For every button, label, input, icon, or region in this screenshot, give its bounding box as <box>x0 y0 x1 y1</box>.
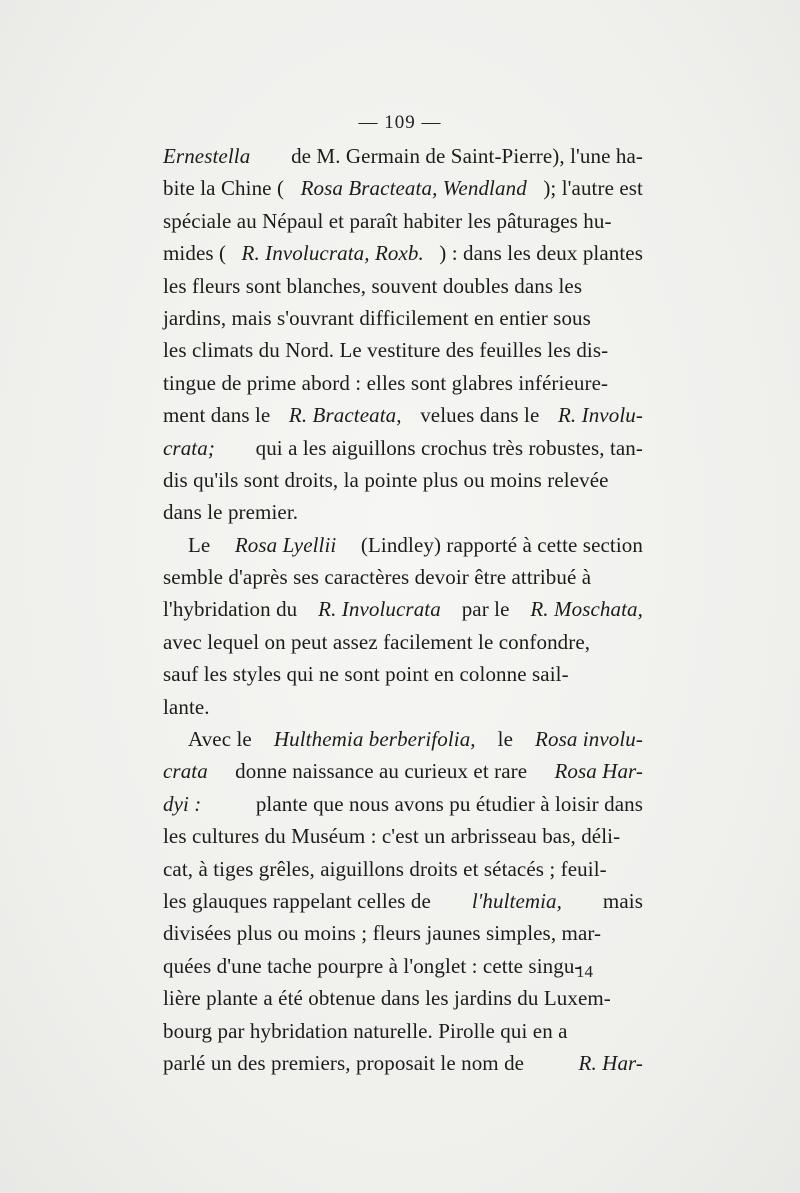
signature-mark: 14 <box>576 962 593 981</box>
text-line <box>163 853 643 885</box>
text-line <box>163 593 643 625</box>
italic-text: Rosa Bracteata, Wendland <box>300 176 527 201</box>
text-segment: semble d'après ses caractères devoir être attribué à <box>163 565 592 590</box>
text-segment: Avec le <box>188 727 252 752</box>
text-line <box>163 496 643 528</box>
text-segment: lière plante a été obtenue dans les jardins du Luxem- <box>163 986 611 1011</box>
text-segment: ment dans le <box>163 403 271 428</box>
text-line <box>163 464 643 496</box>
italic-text: crata; <box>163 435 215 460</box>
text-line <box>163 140 643 172</box>
text-line <box>163 367 643 399</box>
page-number: — 109 — <box>358 112 442 133</box>
text-segment: les glauques rappelant celles de <box>163 888 431 913</box>
text-segment: divisées plus ou moins ; fleurs jaunes simples, mar- <box>163 921 602 946</box>
italic-text: Hulthemia berberifolia, <box>273 727 476 752</box>
italic-text: l'hultemia, <box>471 888 563 913</box>
text-segment: bourg par hybridation naturelle. Pirolle qui en a <box>163 1018 568 1043</box>
italic-text: Ernestella <box>163 144 251 168</box>
text-segment: velues dans le <box>420 403 540 428</box>
text-segment: les climats du Nord. Le vestiture des feuilles les dis- <box>163 338 609 363</box>
text-segment: de M. Germain de Saint-Pierre), l'une ha- <box>291 144 643 168</box>
text-segment: les fleurs sont blanches, souvent doubles dans les <box>163 273 583 298</box>
text-line <box>163 950 643 982</box>
text-line <box>163 561 643 593</box>
text-segment: plante que nous avons pu étudier à loisir dans <box>255 791 643 816</box>
italic-text: R. Involucrata <box>318 597 441 622</box>
text-segment: cat, à tiges grêles, aiguillons droits et sétacés ; feuil- <box>163 856 607 881</box>
text-line <box>163 982 643 1014</box>
text-line <box>163 723 643 755</box>
text-line <box>163 820 643 852</box>
text-segment: mides ( <box>163 241 227 266</box>
text-segment: dans le premier. <box>163 500 299 525</box>
text-segment: ); l'autre est <box>543 176 643 201</box>
text-segment: donne naissance au curieux et rare <box>235 759 528 784</box>
italic-text: R. Moschata, <box>530 597 643 622</box>
text-segment: les cultures du Muséum : c'est un arbrisseau bas, déli- <box>163 824 621 849</box>
text-segment: bite la Chine ( <box>163 176 285 201</box>
italic-text: R. Bracteata, <box>288 403 402 428</box>
text-line <box>163 172 643 204</box>
text-segment: parlé un des premiers, proposait le nom de <box>163 1050 525 1075</box>
text-line <box>163 302 643 334</box>
text-segment: jardins, mais s'ouvrant difficilement en entier sous <box>163 305 591 330</box>
text-line <box>163 755 643 787</box>
text-segment: par le <box>461 597 510 622</box>
text-segment: le <box>497 727 514 752</box>
text-segment: tingue de prime abord : elles sont glabres inférieure- <box>163 370 609 395</box>
italic-text: Rosa involu- <box>535 727 643 752</box>
text-segment: lante. <box>163 694 210 719</box>
text-line <box>163 270 643 302</box>
italic-text: R. Involu- <box>557 403 643 428</box>
text-line <box>163 788 643 820</box>
text-segment: sauf les styles qui ne sont point en colonne sail- <box>163 662 569 687</box>
text-segment: (Lindley) rapporté à cette section <box>360 532 643 557</box>
text-segment: Le <box>188 532 211 557</box>
text-line <box>163 334 643 366</box>
italic-text: R. Har- <box>578 1050 643 1075</box>
text-line <box>163 691 643 723</box>
text-line <box>163 529 643 561</box>
text-segment: mais <box>602 888 643 913</box>
text-line <box>163 658 643 690</box>
body-text <box>163 140 643 1079</box>
text-line <box>163 432 643 464</box>
italic-text: Rosa Lyellii <box>234 532 337 557</box>
text-line <box>163 1047 643 1079</box>
text-line <box>163 626 643 658</box>
text-segment: ) : dans les deux plantes <box>439 241 643 266</box>
italic-text: R. Involucrata, Roxb. <box>241 241 424 266</box>
text-line <box>163 205 643 237</box>
text-segment: spéciale au Népaul et paraît habiter les pâturages hu- <box>163 208 612 233</box>
text-line <box>163 399 643 431</box>
text-line <box>163 885 643 917</box>
text-segment: qui a les aiguillons crochus très robustes, tan- <box>255 435 643 460</box>
text-segment: quées d'une tache pourpre à l'onglet : cette singu- <box>163 953 582 978</box>
italic-text: Rosa Har- <box>554 759 643 784</box>
text-segment: l'hybridation du <box>163 597 298 622</box>
text-line <box>163 917 643 949</box>
text-segment: dis qu'ils sont droits, la pointe plus ou moins relevée <box>163 467 609 492</box>
italic-text: dyi : <box>163 791 202 816</box>
text-segment: avec lequel on peut assez facilement le confondre, <box>163 629 591 654</box>
italic-text: crata <box>163 759 208 784</box>
text-line <box>163 1015 643 1047</box>
text-line <box>163 237 643 269</box>
